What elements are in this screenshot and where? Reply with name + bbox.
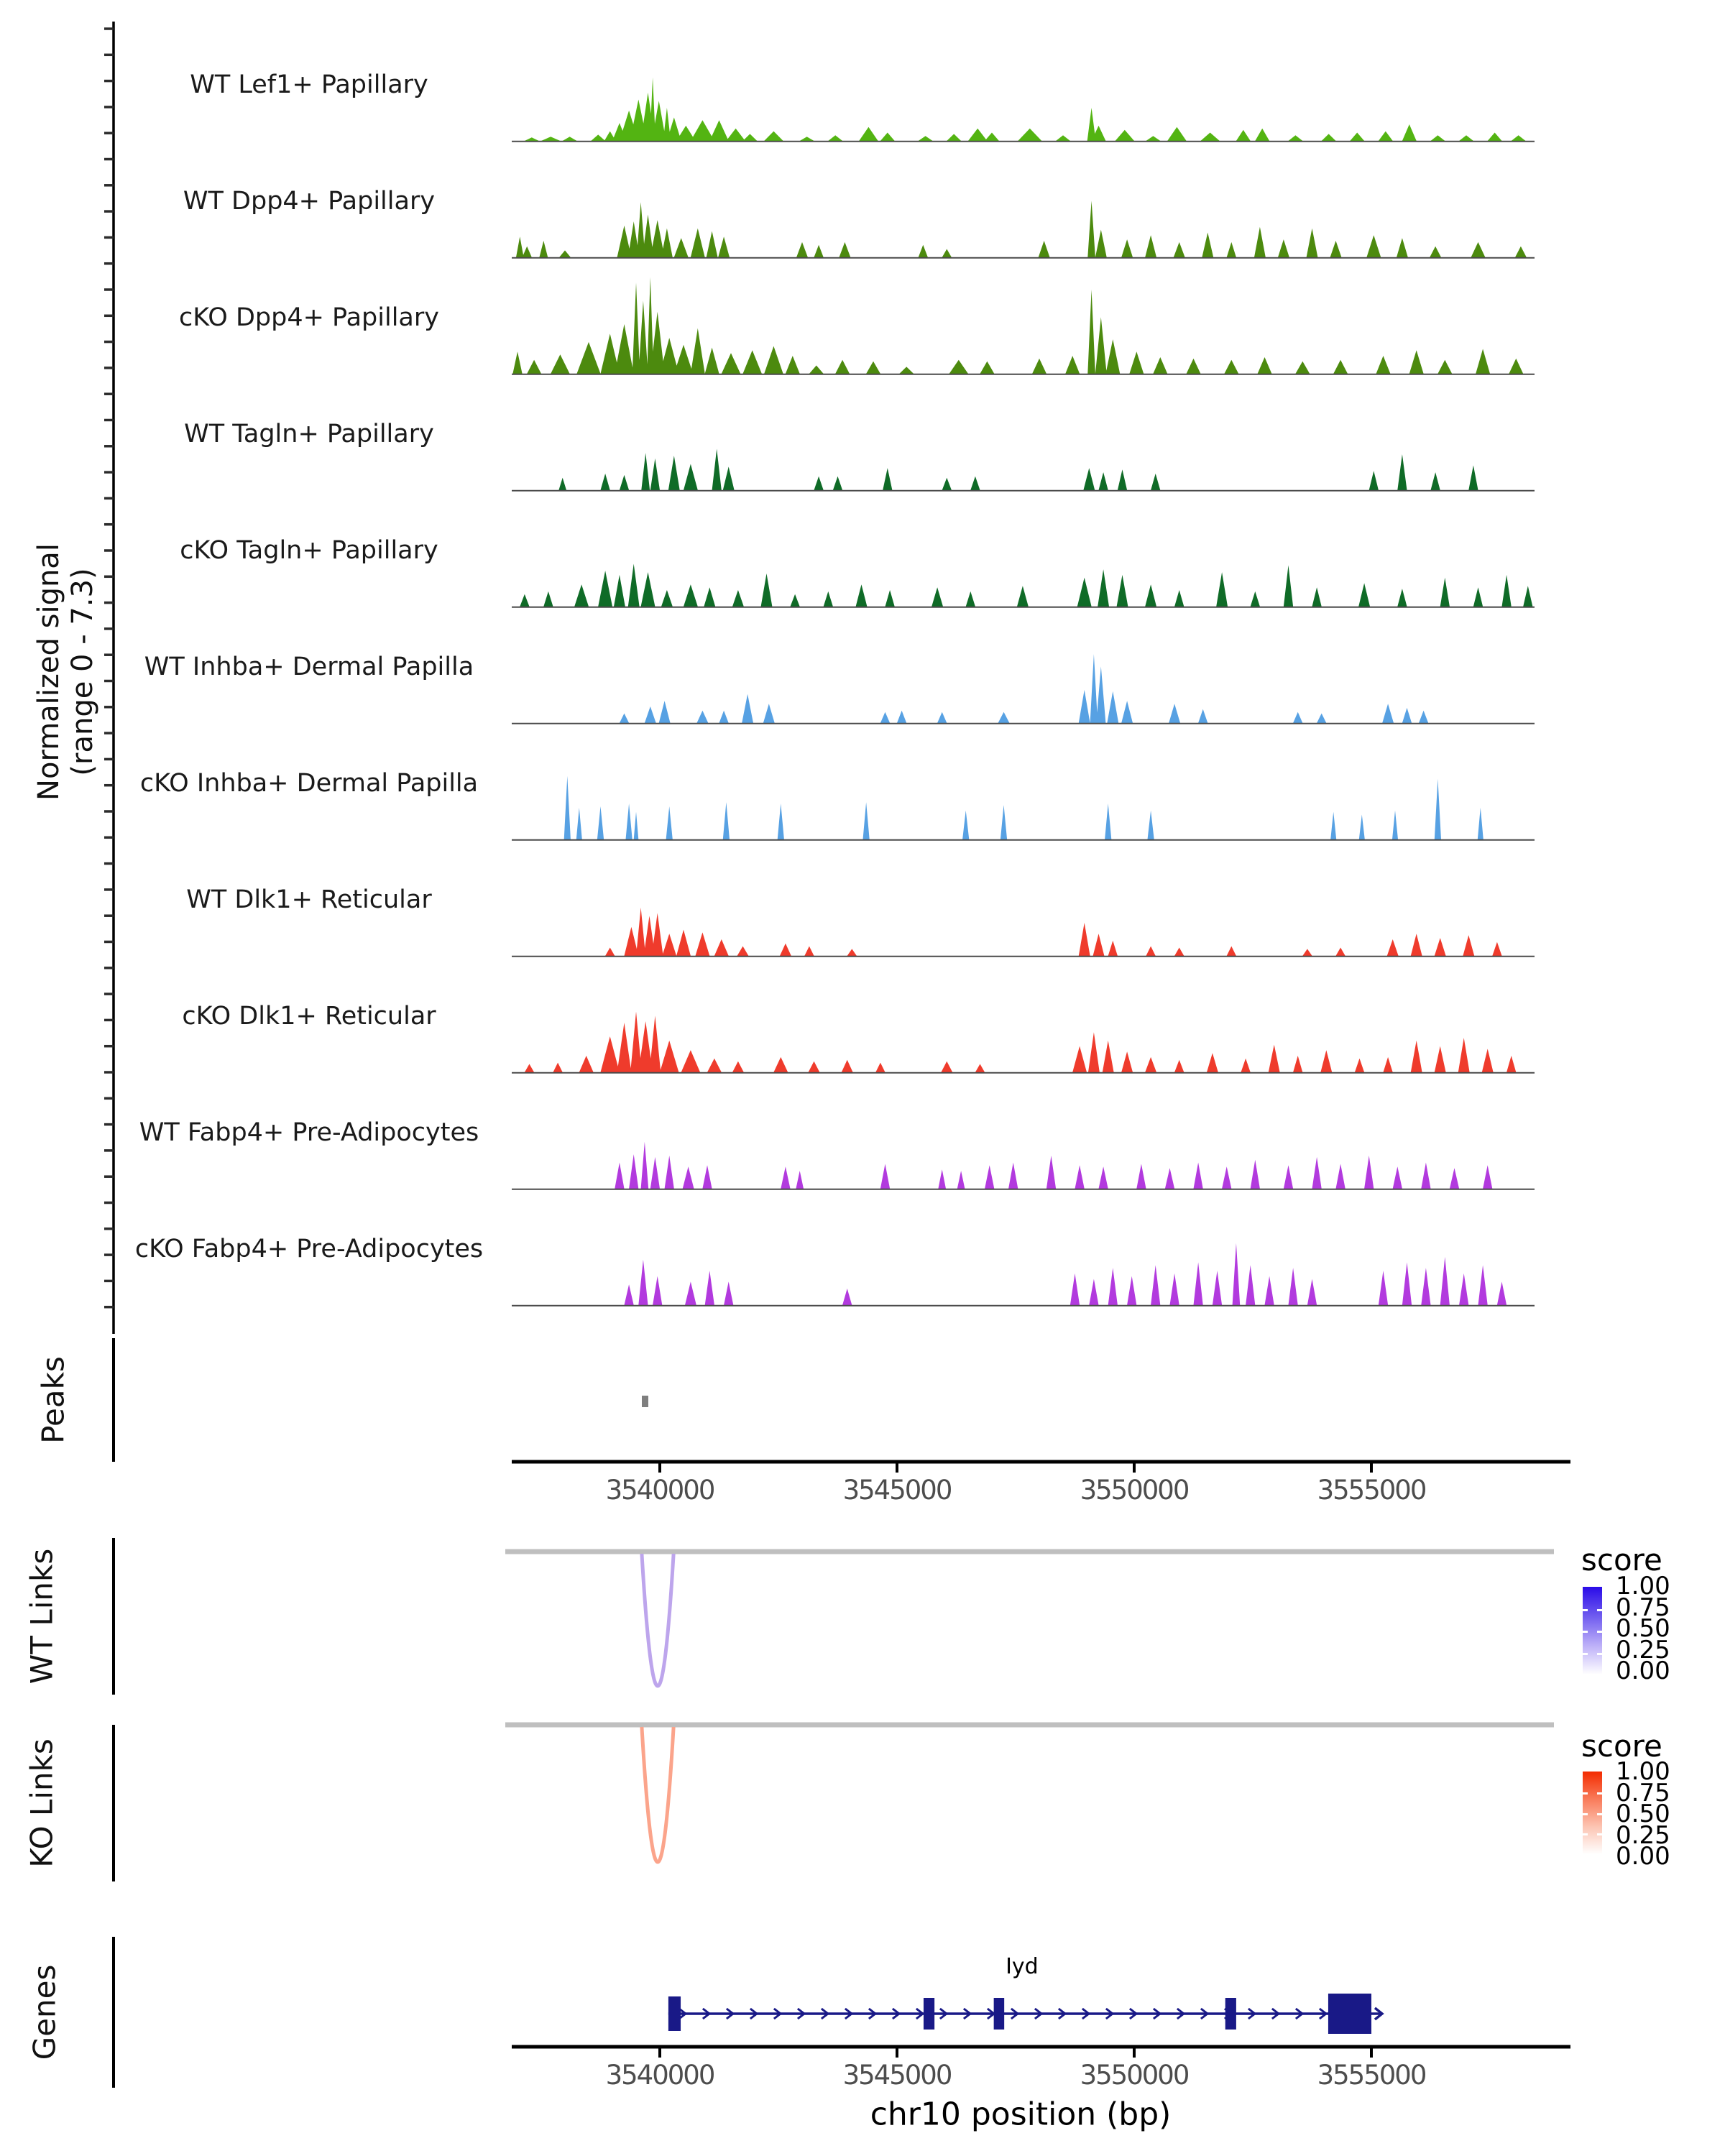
link-arc bbox=[642, 1554, 673, 1686]
signal-area bbox=[512, 78, 1535, 141]
coverage-signal bbox=[512, 1190, 1535, 1307]
ko-links-label: KO Links bbox=[24, 1738, 60, 1868]
axis-tick-label: 3540000 bbox=[605, 2060, 714, 2091]
wt-links-bracket bbox=[112, 1538, 115, 1695]
signal-area bbox=[512, 564, 1535, 607]
coverage-track bbox=[0, 1190, 1725, 1307]
wt-links-plot bbox=[503, 1538, 1560, 1700]
track-label: cKO Fabp4+ Pre-Adipocytes bbox=[134, 1235, 484, 1263]
track-label: cKO Dlk1+ Reticular bbox=[182, 1002, 436, 1031]
genes-label: Genes bbox=[27, 1964, 63, 2060]
peaks-row bbox=[0, 1396, 1725, 1407]
track-label: WT Fabp4+ Pre-Adipocytes bbox=[139, 1118, 479, 1147]
coverage-track bbox=[0, 957, 1725, 1074]
coverage-track bbox=[0, 492, 1725, 608]
exon-rect bbox=[924, 1998, 934, 2030]
ko-links-bracket bbox=[112, 1725, 115, 1881]
y-axis-label-line1: Normalized signal bbox=[32, 543, 65, 801]
coverage-track bbox=[0, 259, 1725, 375]
coverage-signal bbox=[512, 608, 1535, 724]
legend-tick-label: 0.75 bbox=[1616, 1778, 1670, 1807]
wt-links-label: WT Links bbox=[24, 1548, 60, 1685]
coverage-track bbox=[0, 142, 1725, 259]
axis-tick-label: 3550000 bbox=[1080, 2060, 1189, 2091]
legend-tick-labels bbox=[1616, 1572, 1670, 1685]
axis-tick-label: 3540000 bbox=[605, 1475, 714, 1506]
legend-tick-label: 0.25 bbox=[1616, 1635, 1670, 1664]
signal-area bbox=[512, 654, 1535, 723]
signal-area bbox=[512, 201, 1535, 257]
coverage-signal bbox=[512, 957, 1535, 1074]
x-axis-label: chr10 position (bp) bbox=[870, 2096, 1172, 2133]
signal-area bbox=[512, 776, 1535, 839]
track-label: WT Tagln+ Papillary bbox=[184, 420, 434, 448]
axis-tick-label: 3555000 bbox=[1317, 1475, 1426, 1506]
genes-bracket bbox=[112, 1937, 115, 2088]
legend-tick-label: 0.50 bbox=[1616, 1800, 1670, 1828]
peaks-label: Peaks bbox=[35, 1356, 71, 1444]
axis-tick-label: 3555000 bbox=[1317, 2060, 1426, 2091]
legend-title: score bbox=[1581, 1542, 1662, 1577]
coverage-track bbox=[0, 26, 1725, 142]
signal-area bbox=[512, 1243, 1535, 1305]
legend-tick-label: 0.25 bbox=[1616, 1820, 1670, 1850]
track-label: WT Dpp4+ Papillary bbox=[183, 187, 436, 216]
exon-rect bbox=[994, 1998, 1005, 2030]
exon-rect bbox=[1225, 1998, 1236, 2030]
coverage-track bbox=[0, 1074, 1725, 1190]
legend-tick-labels bbox=[1616, 1757, 1670, 1871]
exon-rect bbox=[1328, 1994, 1371, 2034]
track-label: cKO Inhba+ Dermal Papilla bbox=[139, 769, 479, 798]
coverage-track bbox=[0, 608, 1725, 724]
track-label: WT Dlk1+ Reticular bbox=[186, 885, 432, 914]
legend-gradient-bar bbox=[1583, 1772, 1602, 1854]
signal-area bbox=[512, 1142, 1535, 1189]
coverage-track bbox=[0, 724, 1725, 841]
axis-tick-label: 3545000 bbox=[842, 1475, 952, 1506]
gene-name: Iyd bbox=[1006, 1954, 1039, 1979]
track-label: cKO Tagln+ Papillary bbox=[180, 536, 438, 565]
y-axis-label-line2: (range 0 - 7.3) bbox=[66, 568, 99, 776]
signal-area bbox=[512, 1012, 1535, 1072]
ko-links-plot bbox=[503, 1711, 1560, 1873]
legend-tick-label: 0.75 bbox=[1616, 1593, 1670, 1622]
track-label: cKO Dpp4+ Papillary bbox=[179, 303, 439, 332]
coverage-signal bbox=[512, 1074, 1535, 1190]
signal-area bbox=[512, 908, 1535, 956]
genome-axis-top bbox=[503, 1457, 1581, 1511]
coverage-signal bbox=[512, 375, 1535, 492]
coverage-tracks bbox=[0, 26, 1725, 1307]
peak-interval bbox=[642, 1396, 648, 1407]
legend-title: score bbox=[1581, 1728, 1662, 1764]
exon-rect bbox=[668, 1996, 681, 2031]
x-axis-bottom bbox=[503, 2042, 1581, 2096]
coverage-signal bbox=[512, 26, 1535, 142]
coverage-track bbox=[0, 841, 1725, 957]
link-arc bbox=[642, 1727, 673, 1862]
legend-tick-label: 1.00 bbox=[1616, 1572, 1670, 1600]
axis-tick-label: 3545000 bbox=[842, 2060, 952, 2091]
axis-tick-label: 3550000 bbox=[1080, 1475, 1189, 1506]
coverage-signal bbox=[512, 724, 1535, 841]
coverage-signal bbox=[512, 492, 1535, 608]
legend-tick-label: 1.00 bbox=[1616, 1757, 1670, 1786]
coverage-track bbox=[0, 375, 1725, 492]
legend-tick-label: 0.50 bbox=[1616, 1614, 1670, 1643]
track-label: WT Lef1+ Papillary bbox=[190, 70, 428, 99]
signal-area bbox=[512, 449, 1535, 491]
legend-gradient-bar bbox=[1583, 1587, 1602, 1674]
signal-area bbox=[512, 277, 1535, 374]
coverage-signal bbox=[512, 841, 1535, 957]
coverage-signal bbox=[512, 259, 1535, 375]
legend-tick-label: 0.00 bbox=[1616, 1657, 1670, 1685]
track-label: WT Inhba+ Dermal Papilla bbox=[144, 653, 474, 681]
legend-tick-label: 0.00 bbox=[1616, 1842, 1670, 1871]
coverage-signal bbox=[512, 142, 1535, 259]
